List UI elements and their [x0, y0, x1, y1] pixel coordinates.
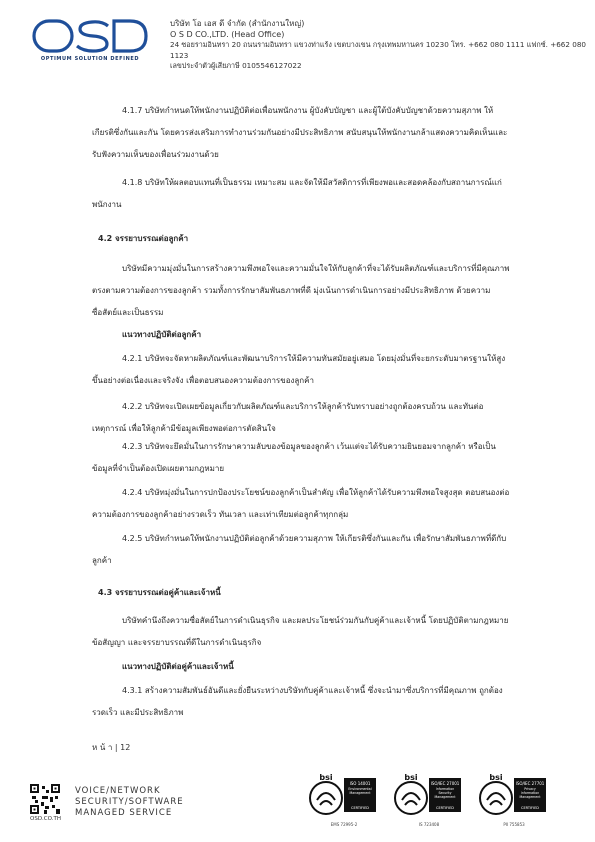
cert-label: Environmental Management	[348, 787, 372, 795]
iso-27701-badge	[478, 772, 550, 830]
iso-14001-badge	[308, 772, 380, 830]
company-info	[170, 19, 595, 72]
cert-standard: ISO 14001	[349, 781, 371, 786]
service-line: VOICE/NETWORK	[75, 786, 161, 796]
cert-status: CERTIFIED	[351, 806, 369, 810]
cert-code: IS 723408	[418, 822, 440, 827]
page-number: ห น้ า | 12	[92, 743, 131, 752]
qr-code-icon	[30, 784, 60, 814]
paragraph-4-2-4: 4.2.4 บริษัทมุ่งมั่นในการปกป้องประโยชน์ของลูกค้าเป็นสำคัญ เพื่อให้ลูกค้าได้รับความพึงพอใจสูงสุด ตอบสนองต่อความต้องการของลูกค้าอย่างรวดเร็ว ทันเวลา และเท่าเทียมต่อลูกค้าทุกกลุ่ม	[92, 488, 510, 519]
company-name-th: บริษัท โอ เอส ดี จำกัด (สำนักงานใหญ่)	[170, 19, 305, 28]
cert-code: PII 755853	[503, 822, 525, 827]
cert-brand: bsi	[404, 773, 418, 782]
cert-brand: bsi	[319, 773, 333, 782]
letterhead	[0, 0, 595, 80]
paragraph-4-2-1: 4.2.1 บริษัทจะจัดหาผลิตภัณฑ์และพัฒนาบริการให้มีความทันสมัยอยู่เสมอ โดยมุ่งมั่นที่จะยกระดับมาตรฐานให้สูงขึ้นอย่างต่อเนื่องและจริงจัง เพื่อตอบสนองความต้องการของลูกค้า	[92, 354, 506, 385]
footer	[0, 770, 595, 842]
paragraph-customer-intro: บริษัทมีความมุ่งมั่นในการสร้างความพึงพอใจและความมั่นใจให้กับลูกค้าที่จะได้รับผลิตภัณฑ์และบริการที่มีคุณภาพ ตรงตามความต้องการของลูกค้า รวมทั้งการรักษาสัมพันธภาพที่ดี มุ่งเน้นการดำเนินการอย่างมีประสิทธิภาพ ด้วยความซื่อสัตย์และเป็นธรรม	[92, 264, 510, 317]
company-tax-id: เลขประจำตัวผู้เสียภาษี 0105546127022	[170, 61, 302, 70]
website-url: OSD.CO.TH	[30, 816, 61, 822]
paragraph-4-3-1: 4.3.1 สร้างความสัมพันธ์อันดีและยั่งยืนระหว่างบริษัทกับคู่ค้าและเจ้าหนี้ ซึ่งจะนำมาซึ่งบริการที่มีคุณภาพ ถูกต้อง รวดเร็ว และมีประสิทธิภาพ	[92, 686, 503, 717]
paragraph-partner-intro: บริษัทคำนึงถึงความซื่อสัตย์ในการดำเนินธุรกิจ และผลประโยชน์ร่วมกันกับคู่ค้าและเจ้าหนี้ โดยปฏิบัติตามกฎหมาย ข้อสัญญา และจรรยาบรรณที่ดีในการดำเนินธุรกิจ	[92, 616, 509, 647]
paragraph-4-2-2: 4.2.2 บริษัทจะเปิดเผยข้อมูลเกี่ยวกับผลิตภัณฑ์และบริการให้ลูกค้ารับทราบอย่างถูกต้องครบถ้วน และทันต่อเหตุการณ์ เพื่อให้ลูกค้ามีข้อมูลเพียงพอต่อการตัดสินใจ	[92, 402, 484, 433]
logo-tagline: OPTIMUM SOLUTION DEFINED	[40, 56, 140, 62]
cert-status: CERTIFIED	[436, 806, 454, 810]
cert-label: Information Security Management	[434, 787, 456, 799]
service-line: MANAGED SERVICE	[75, 808, 173, 818]
paragraph-4-2-3: 4.2.3 บริษัทจะยึดมั่นในการรักษาความลับของข้อมูลของลูกค้า เว้นแต่จะได้รับความยินยอมจากลูกค้า หรือเป็นข้อมูลที่จำเป็นต้องเปิดเผยตามกฎหมาย	[92, 442, 496, 473]
company-address: 24 ซอยรามอินทรา 20 ถนนรามอินทรา แขวงท่าแร้ง เขตบางเขน กรุงเทพมหานคร 10230 โทร. +662 080 1111 แฟกซ์. +662 080 1123	[170, 40, 586, 60]
cert-standard: ISO/IEC 27001	[430, 781, 460, 786]
section-heading-4-3: 4.3 จรรยาบรรณต่อคู่ค้าและเจ้าหนี้	[98, 588, 221, 597]
iso-27001-badge	[393, 772, 465, 830]
subheading-partner-guidelines: แนวทางปฏิบัติต่อคู่ค้าและเจ้าหนี้	[122, 662, 234, 671]
service-line: SECURITY/SOFTWARE	[75, 797, 184, 807]
section-heading-4-2: 4.2 จรรยาบรรณต่อลูกค้า	[98, 234, 189, 243]
cert-code: EMS 72995-2	[330, 822, 358, 827]
paragraph-4-1-8: 4.1.8 บริษัทให้ผลตอบแทนที่เป็นธรรม เหมาะสม และจัดให้มีสวัสดิการที่เพียงพอและสอดคล้องกับสถานการณ์แก่พนักงาน	[92, 178, 502, 209]
osd-logo	[30, 18, 150, 70]
cert-label: Privacy Information Management	[519, 787, 541, 799]
cert-brand: bsi	[489, 773, 503, 782]
subheading-customer-guidelines: แนวทางปฏิบัติต่อลูกค้า	[122, 330, 202, 339]
cert-status: CERTIFIED	[521, 806, 539, 810]
cert-standard: ISO/IEC 27701	[515, 781, 545, 786]
company-name-en: O S D CO.,LTD. (Head Office)	[170, 29, 285, 39]
paragraph-4-2-5: 4.2.5 บริษัทกำหนดให้พนักงานปฏิบัติต่อลูกค้าด้วยความสุภาพ ให้เกียรติซึ่งกันและกัน เพื่อรักษาสัมพันธภาพที่ดีกับลูกค้า	[92, 534, 507, 565]
paragraph-4-1-7: 4.1.7 บริษัทกำหนดให้พนักงานปฏิบัติต่อเพื่อนพนักงาน ผู้บังคับบัญชา และผู้ใต้บังคับบัญชาด้วยความสุภาพ ให้เกียรติซึ่งกันและกัน โดยควรส่งเสริมการทำงานร่วมกันอย่างมีประสิทธิภาพ สนับสนุนให้พนักงานกล้าแสดงความคิดเห็นและรับฟังความเห็นของเพื่อนร่วมงานด้วย	[92, 106, 508, 159]
services-list	[75, 786, 184, 819]
